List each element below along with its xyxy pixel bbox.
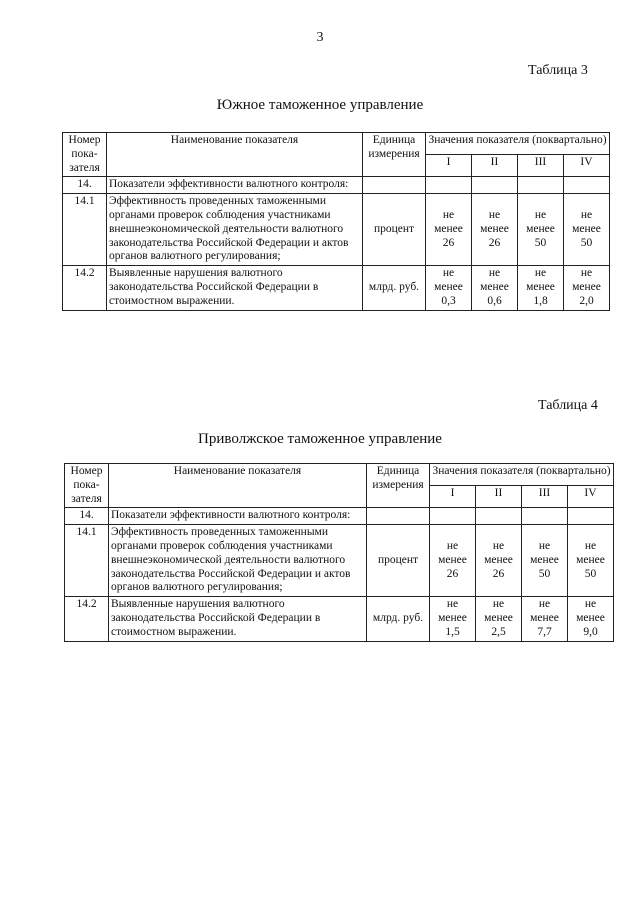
table-4-heading: Приволжское таможенное управление bbox=[198, 431, 442, 447]
table-3 bbox=[62, 132, 610, 311]
header-quarter: IV bbox=[568, 486, 614, 508]
header-quarter: III bbox=[518, 155, 564, 177]
header-num: Номер пока-зателя bbox=[65, 464, 109, 508]
row-num: 14. bbox=[65, 508, 109, 525]
row-value bbox=[476, 508, 522, 525]
header-values: Значения показателя (поквартально) bbox=[426, 133, 610, 155]
header-quarter: I bbox=[430, 486, 476, 508]
table-3-heading: Южное таможенное управление bbox=[216, 97, 424, 113]
table-row bbox=[63, 194, 610, 266]
header-quarter: II bbox=[472, 155, 518, 177]
page-number: 3 bbox=[316, 30, 324, 45]
row-value: не менее 26 bbox=[476, 525, 522, 597]
row-value: не менее 7,7 bbox=[522, 597, 568, 641]
table-row bbox=[65, 597, 614, 641]
row-num: 14.1 bbox=[65, 525, 109, 597]
table-4-label: Таблица 4 bbox=[538, 398, 598, 413]
table-row bbox=[63, 177, 610, 194]
row-value: не менее 1,8 bbox=[518, 266, 564, 310]
row-value bbox=[472, 177, 518, 194]
header-quarter: II bbox=[476, 486, 522, 508]
row-unit bbox=[367, 508, 430, 525]
row-value bbox=[522, 508, 568, 525]
table-3-label: Таблица 3 bbox=[528, 63, 588, 78]
row-name: Показатели эффективности валютного контроля: bbox=[107, 177, 363, 194]
row-unit: млрд. руб. bbox=[363, 266, 426, 310]
row-name: Эффективность проведенных таможенными органами проверок соблюдения участниками внешнеэкономической деятельности валютного законодательства Российской Федерации и актов органов валютного регулирования; bbox=[109, 525, 367, 597]
row-value: не менее 1,5 bbox=[430, 597, 476, 641]
table-row bbox=[65, 525, 614, 597]
row-value: не менее 0,3 bbox=[426, 266, 472, 310]
row-unit: процент bbox=[363, 194, 426, 266]
row-value: не менее 26 bbox=[472, 194, 518, 266]
row-unit: процент bbox=[367, 525, 430, 597]
row-value: не менее 50 bbox=[568, 525, 614, 597]
header-name: Наименование показателя bbox=[107, 133, 363, 177]
row-name: Выявленные нарушения валютного законодательства Российской Федерации в стоимостном выражении. bbox=[109, 597, 367, 641]
row-num: 14.2 bbox=[63, 266, 107, 310]
row-unit bbox=[363, 177, 426, 194]
row-value: не менее 2,0 bbox=[564, 266, 610, 310]
row-num: 14.2 bbox=[65, 597, 109, 641]
row-value: не менее 50 bbox=[522, 525, 568, 597]
row-value bbox=[564, 177, 610, 194]
table-row bbox=[65, 508, 614, 525]
header-name: Наименование показателя bbox=[109, 464, 367, 508]
table-4 bbox=[64, 463, 614, 642]
header-unit: Единица измерения bbox=[367, 464, 430, 508]
header-values: Значения показателя (поквартально) bbox=[430, 464, 614, 486]
row-name: Выявленные нарушения валютного законодательства Российской Федерации в стоимостном выражении. bbox=[107, 266, 363, 310]
row-value: не менее 50 bbox=[564, 194, 610, 266]
header-unit: Единица измерения bbox=[363, 133, 426, 177]
row-unit: млрд. руб. bbox=[367, 597, 430, 641]
row-value bbox=[426, 177, 472, 194]
row-value: не менее 50 bbox=[518, 194, 564, 266]
header-num: Номер пока-зателя bbox=[63, 133, 107, 177]
header-quarter: I bbox=[426, 155, 472, 177]
row-value: не менее 0,6 bbox=[472, 266, 518, 310]
row-name: Показатели эффективности валютного контроля: bbox=[109, 508, 367, 525]
row-value: не менее 26 bbox=[430, 525, 476, 597]
header-quarter: III bbox=[522, 486, 568, 508]
row-name: Эффективность проведенных таможенными органами проверок соблюдения участниками внешнеэкономической деятельности валютного законодательства Российской Федерации и актов органов валютного регулирования; bbox=[107, 194, 363, 266]
row-value bbox=[430, 508, 476, 525]
table-row bbox=[63, 266, 610, 310]
row-value bbox=[518, 177, 564, 194]
row-value: не менее 26 bbox=[426, 194, 472, 266]
row-num: 14.1 bbox=[63, 194, 107, 266]
row-num: 14. bbox=[63, 177, 107, 194]
row-value bbox=[568, 508, 614, 525]
header-quarter: IV bbox=[564, 155, 610, 177]
row-value: не менее 2,5 bbox=[476, 597, 522, 641]
row-value: не менее 9,0 bbox=[568, 597, 614, 641]
